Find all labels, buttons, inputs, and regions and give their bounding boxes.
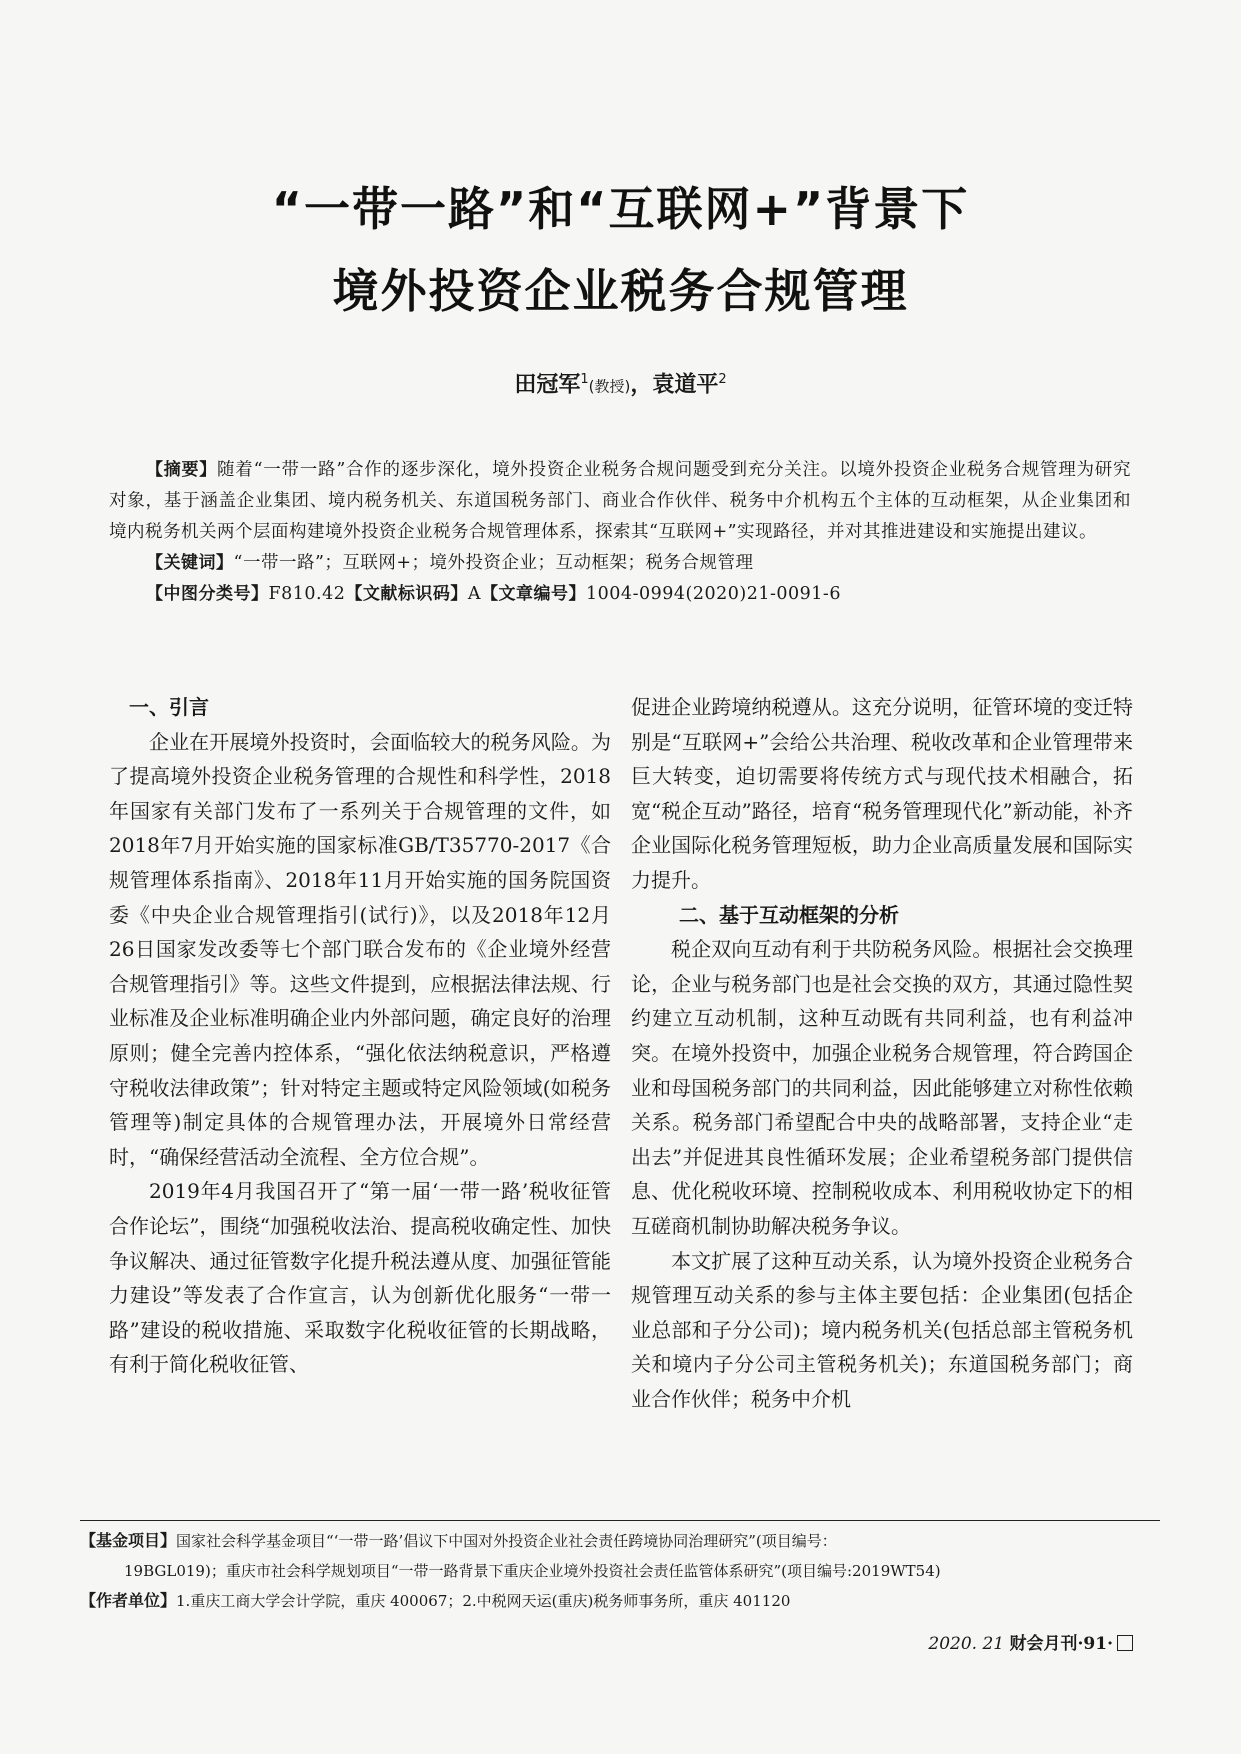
author-line	[0, 365, 1241, 401]
author-2: 袁道平	[652, 372, 719, 398]
issue-number: 2020. 21	[928, 1634, 1005, 1654]
paragraph: 本文扩展了这种互动关系，认为境外投资企业税务合规管理互动关系的参与主体主要包括：企业集团(包括企业总部和子分公司)；境内税务机关(包括总部主管税务机关和境内子分公司主管税务机关)；东道国税务部门；商业合作伙伴；税务中介机	[631, 1248, 1133, 1411]
paragraph: 企业在开展境外投资时，会面临较大的税务风险。为了提高境外投资企业税务管理的合规性和科学性，2018年国家有关部门发布了一系列关于合规管理的文件，如2018年7月开始实施的国家标准GB/T35770-2017《合规管理体系指南》、2018年11月开始实施的国务院国资委《中央企业合规管理指引(试行)》，以及2018年12月26日国家发改委等七个部门联合发布的《企业境外经营合规管理指引》等。这些文件提到，应根据法律法规、行业标准及企业标准明确企业内外部问题，确定良好的治理原则；健全完善内控体系，“强化依法纳税意识，严格遵守税收法律政策”；针对特定主题或特定风险领域(如税务管理等)制定具体的合规管理办法，开展境外日常经营时，“确保经营活动全流程、全方位合规”。	[109, 729, 611, 1169]
keywords-text: “一带一路”；互联网+；境外投资企业；互动框架；税务合规管理	[233, 553, 754, 573]
author-2-affil: 2	[718, 372, 727, 387]
unit-line	[80, 1586, 1160, 1616]
author-1-affil: 1	[580, 372, 589, 387]
abstract-text: 随着“一带一路”合作的逐步深化，境外投资企业税务合规问题受到充分关注。以境外投资企业税务合规管理为研究对象，基于涵盖企业集团、境内税务机关、东道国税务部门、商业合作伙伴、税务中介机构五个主体的互动框架，从企业集团和境内税务机关两个层面构建境外投资企业税务合规管理体系，探索其“互联网+”实现路径，并对其推进建设和实施提出建议。	[109, 460, 1132, 542]
square-icon	[1117, 1635, 1133, 1651]
clc-value: F810.42	[268, 584, 346, 604]
abstract-label: 【摘要】	[146, 460, 218, 480]
clc-label: 【中图分类号】	[146, 584, 269, 604]
abstract-paragraph	[109, 455, 1131, 548]
left-column	[109, 690, 611, 1382]
page-number: ·91·	[1077, 1634, 1113, 1654]
article-no-value: 1004-0994(2020)21-0091-6	[586, 584, 841, 604]
classification-line	[109, 579, 1131, 610]
fund-label: 【基金项目】	[80, 1531, 177, 1550]
footnotes	[80, 1526, 1160, 1616]
footnote-divider	[80, 1520, 1160, 1521]
right-column	[631, 690, 1133, 1416]
unit-label: 【作者单位】	[80, 1591, 177, 1610]
abstract-block	[109, 455, 1131, 610]
page-footer	[928, 1632, 1133, 1656]
keywords-line	[109, 548, 1131, 579]
journal-name: 财会月刊	[1009, 1634, 1078, 1654]
author-separator: ，	[630, 372, 653, 398]
unit-text: 1.重庆工商大学会计学院，重庆 400067；2.中税网天运(重庆)税务师事务所，重庆 401120	[176, 1592, 791, 1610]
article-title	[0, 168, 1241, 332]
author-1: 田冠军	[514, 372, 581, 398]
keywords-label: 【关键词】	[146, 553, 234, 573]
fund-line-cont: 19BGL019)；重庆市社会科学规划项目“一带一路背景下重庆企业境外投资社会责任监管体系研究”(项目编号:2019WT54)	[124, 1562, 941, 1580]
title-line-2: 境外投资企业税务合规管理	[332, 264, 909, 318]
fund-text-1: 国家社会科学基金项目“‘一带一路’倡议下中国对外投资企业社会责任跨境协同治理研究”(项目编号：	[176, 1532, 837, 1550]
doc-code-label: 【文献标识码】	[345, 584, 468, 604]
fund-line	[80, 1526, 1160, 1556]
section-heading-2: 二、基于互动框架的分析	[679, 902, 899, 927]
paragraph: 促进企业跨境纳税遵从。这充分说明，征管环境的变迁特别是“互联网+”会给公共治理、税收改革和企业管理带来巨大转变，迫切需要将传统方式与现代技术相融合，拓宽“税企互动”路径，培育“税务管理现代化”新动能，补齐企业国际化税务管理短板，助力企业高质量发展和国际实力提升。	[631, 695, 1133, 892]
section-heading-1: 一、引言	[129, 695, 209, 719]
title-line-1: “一带一路”和“互联网+”背景下	[271, 182, 970, 236]
article-no-label: 【文章编号】	[481, 584, 587, 604]
paragraph: 2019年4月我国召开了“第一届‘一带一路’税收征管合作论坛”，围绕“加强税收法治、提高税收确定性、加快争议解决、通过征管数字化提升税法遵从度、加强征管能力建设”等发表了合作宣言，认为创新优化服务“一带一路”建设的税收措施、采取数字化税收征管的长期战略，有利于简化税收征管、	[109, 1179, 611, 1377]
paragraph: 税企双向互动有利于共防税务风险。根据社会交换理论，企业与税务部门也是社会交换的双方，其通过隐性契约建立互动机制，这种互动既有共同利益，也有利益冲突。在境外投资中，加强企业税务合规管理，符合跨国企业和母国税务部门的共同利益，因此能够建立对称性依赖关系。税务部门希望配合中央的战略部署，支持企业“走出去”并促进其良性循环发展；企业希望税务部门提供信息、优化税收环境、控制税收成本、利用税收协定下的相互磋商机制协助解决税务争议。	[631, 937, 1133, 1238]
doc-code-value: A	[467, 584, 482, 604]
author-1-title: (教授)	[588, 377, 631, 396]
